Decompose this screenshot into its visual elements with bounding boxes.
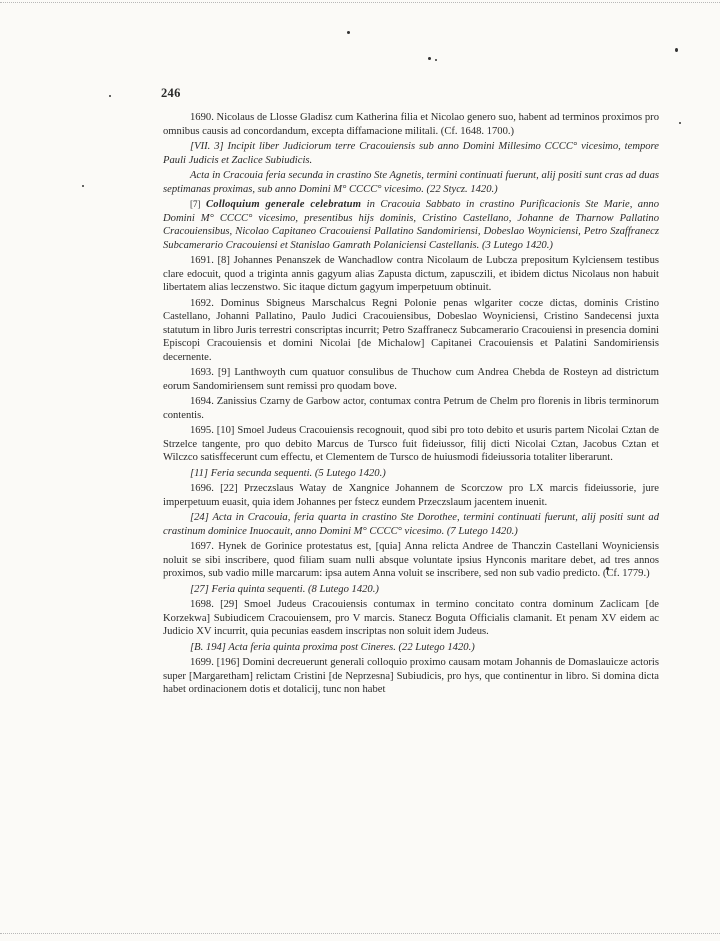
entry-1695: 1695. [10] Smoel Judeus Cracouiensis recognouit, quod sibi pro toto debito et usuris partem Nicolai Cztan de Strzelce tangente, pro quo debito Marcus de Tursco fuit fideiussor, filij dicti Nicolai Cztan, Jacobus Cztan et Wilczco satisffecerunt cum effectu, et Clementem de Tursco de huiusmodi fideiussoria totaliter liberarunt. xyxy=(163,425,659,463)
colloquium-heading xyxy=(163,198,659,252)
page-number: 246 xyxy=(161,86,181,100)
entry-1692: 1692. Dominus Sbigneus Marschalcus Regni Polonie penas wlgariter cocze dictas, dominis Cristino Castellano, Johanni Pallatino, Paulo Judici Cracouiensibus, Dobeslao Woyniciensi, Cristino Sandecensi juxta statutum in libro Juris terrestri conscriptas incurrit; Petro Szaffranecz Subcamerario Cracouiensi in presencia domini Episcopi Cracouiensis et domini Nicolai [de Michalow] Capitanei Cracouiensis et Palatini Sandomiriensis decernente. xyxy=(163,297,659,363)
book-incipit: [VII. 3] Incipit liber Judiciorum terre Cracouiensis sub anno Domini Millesimo CCCC° vicesimo, tempore Pauli Judicis et Zaclice Subiudicis. xyxy=(163,141,659,166)
colloquium-prefix: [7] xyxy=(190,199,201,209)
colloquium-text: in Cracouia Sabbato in crastino Purificacionis Ste Marie, anno Domini M° CCCC° vicesimo, presentibus hijs dominis, Cristino Castellano, Johanne de Tharnow Pallatino Cracouiensibus, Nicolao Capitaneo Cracouiensi Pallatino Sandomiriensi, Dobeslao Woyniciensi, Petro Szaffranecz Subcamerario Cracouiensi et Stanislao Gamrath Polaniciensi Castellanis. (3 Lutego 1420.) xyxy=(163,199,659,251)
page-top-edge xyxy=(0,2,720,3)
ink-speck xyxy=(435,59,437,61)
entry-1696: 1696. [22] Przeczslaus Watay de Xangnice Johannem de Scorczow pro LX marcis fideiussorie, jure imperpetuum euasit, quia idem Johannes per fstecz eundem Przeczslaum jacentem inuenit. xyxy=(163,483,659,508)
colloquium-title: Colloquium generale celebratum xyxy=(205,199,362,210)
entry-1693: 1693. [9] Lanthwoyth cum quatuor consulibus de Thuchow cum Andrea Chebda de Rosteyn ad districtum eorum Sandomiriensem sunt remissi pro quodam bove. xyxy=(163,367,659,392)
page-bottom-edge xyxy=(0,933,720,934)
ink-speck xyxy=(82,185,84,187)
entry-1691: 1691. [8] Johannes Penanszek de Wanchadlow contra Nicolaum de Lubcza prepositum Kylciensem testibus clare edocuit, quod a triginta annis gagyum alias Zapusta dictum, zapusczili, et ibidem dictus Nicolaus non habuit libertatem alias leczenstwo. Sic itaque dictum gagyum imperpetuum obtinuit. xyxy=(163,255,659,293)
text-block xyxy=(163,111,659,699)
feria-heading-1: [11] Feria secunda sequenti. (5 Lutego 1420.) xyxy=(190,467,386,479)
acta-heading-1: Acta in Cracouia feria secunda in crastino Ste Agnetis, termini continuati fuerunt, alij positi sunt cras ad duas septimanas proximas, sub anno Domini M° CCCC° vicesimo. (22 Stycz. 1420.) xyxy=(163,170,659,195)
entry-1699: 1699. [196] Domini decreuerunt generali colloquio proximo causam motam Johannis de Domaslauicze actoris super [Margaretham] relictam Cristini [de Neprzesna] Subiudicis, pro hys, que continentur in libro. Si domina dicta habet ordinacionem dotis et dotalicij, tunc non habet xyxy=(163,657,659,695)
entry-1697: 1697. Hynek de Gorinice protestatus est, [quia] Anna relicta Andree de Thanczin Castellani Woyniciensis noluit se sibi inscribere, quod filiam suam nulli absque voluntate ipsius Hynconis maritare debet, ad tres annos proximos, sub vadio mille marcarum: ipsa autem Anna voluit se inscribere, sed non sub vadio predicto. (Cf. 1779.) xyxy=(163,541,659,579)
feria-heading-2: [27] Feria quinta sequenti. (8 Lutego 1420.) xyxy=(190,583,379,595)
ink-speck xyxy=(679,122,681,124)
ink-speck xyxy=(109,95,111,97)
ink-speck xyxy=(428,57,431,60)
entry-1690: 1690. Nicolaus de Llosse Gladisz cum Katherina filia et Nicolao genero suo, habent ad terminos proximos pro omnibus causis ad concordandum, excepta diffamacione militali. (Cf. 1648. 1700.) xyxy=(163,112,659,137)
acta-heading-2: [24] Acta in Cracouia, feria quarta in crastino Ste Dorothee, termini continuati fuerunt, alij positi sunt ad crastinum dominice Inuocauit, anno Domini M° CCCC° vicesimo. (7 Lutego 1420.) xyxy=(163,512,659,537)
entry-1694: 1694. Zanissius Czarny de Garbow actor, contumax contra Petrum de Chelm pro florenis in libris terminorum contentis. xyxy=(163,396,659,421)
acta-heading-3: [B. 194] Acta feria quinta proxima post Cineres. (22 Lutego 1420.) xyxy=(190,641,475,653)
ink-speck xyxy=(347,31,350,34)
ink-speck xyxy=(675,48,678,52)
entry-1698: 1698. [29] Smoel Judeus Cracouiensis contumax in termino concitato contra dominum Zaclicam [de Korzekwa] Subiudicem Cracouiensem, pro V marcis. Stanecz Boguta Officialis clamanit. Et penam XV eidem ac Judicio XV incurrit, quia pecunias easdem inscriptas non soluit idem Judeus. xyxy=(163,599,659,637)
